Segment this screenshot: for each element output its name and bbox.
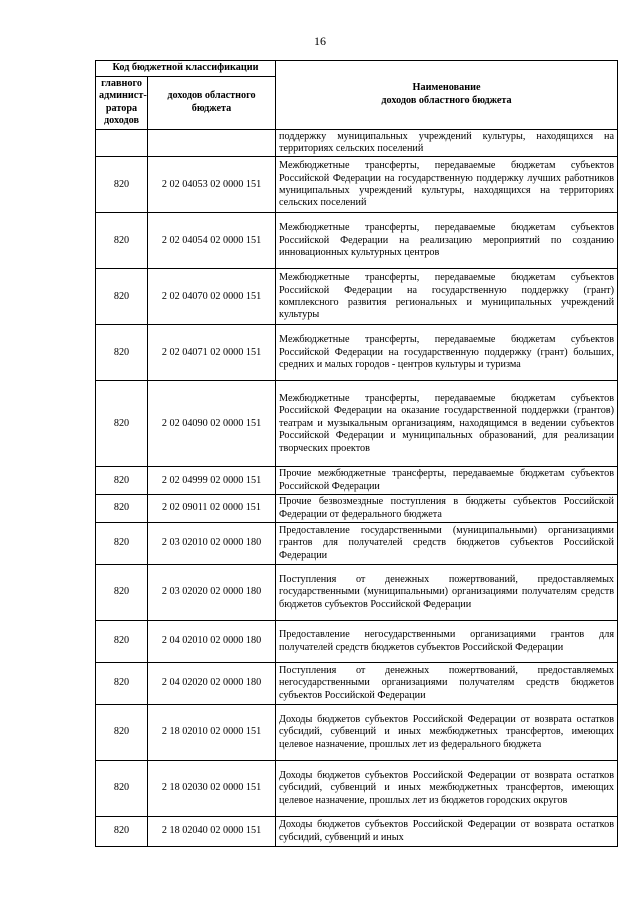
income-name-cell: Межбюджетные трансферты, передаваемые бюджетам субъектов Российской Федерации на реализацию мероприятий по созданию инновационных культурных центров — [276, 213, 618, 269]
table-row — [96, 381, 618, 467]
income-code-cell: 2 02 04071 02 0000 151 — [148, 325, 276, 381]
table-row — [96, 467, 618, 495]
admin-code-cell: 820 — [96, 269, 148, 325]
income-name-cell: Прочие безвозмездные поступления в бюджеты субъектов Российской Федерации от федерального бюджета — [276, 495, 618, 523]
admin-code-cell — [96, 129, 148, 157]
budget-classification-table — [95, 60, 618, 847]
table-row — [96, 213, 618, 269]
header-name-line: доходов областного бюджета — [381, 94, 512, 106]
income-code-cell: 2 18 02030 02 0000 151 — [148, 761, 276, 817]
header-income-line: доходов областного — [167, 90, 256, 102]
income-name-cell: Доходы бюджетов субъектов Российской Федерации от возврата остатков субсидий, субвенций и иных — [276, 817, 618, 847]
admin-code-cell: 820 — [96, 705, 148, 761]
admin-code-cell: 820 — [96, 565, 148, 621]
header-income — [148, 77, 276, 130]
income-code-cell: 2 18 02010 02 0000 151 — [148, 705, 276, 761]
admin-code-cell: 820 — [96, 621, 148, 663]
admin-code-cell: 820 — [96, 663, 148, 705]
admin-code-cell: 820 — [96, 467, 148, 495]
income-code-cell: 2 02 04090 02 0000 151 — [148, 381, 276, 467]
admin-code-cell: 820 — [96, 325, 148, 381]
income-name-cell: поддержку муниципальных учреждений культуры, находящихся на территориях сельских поселений — [276, 129, 618, 157]
income-name-cell: Доходы бюджетов субъектов Российской Федерации от возврата остатков субсидий, субвенций и иных межбюджетных трансфертов, имеющих целевое назначение, прошлых лет из федерального бюджета — [276, 705, 618, 761]
table-row — [96, 621, 618, 663]
income-code-cell: 2 04 02020 02 0000 180 — [148, 663, 276, 705]
header-admin-line: главного — [101, 78, 142, 89]
income-name-cell: Предоставление государственными (муниципальными) организациями грантов для получателей средств бюджетов субъектов Российской Федерации — [276, 523, 618, 565]
table-row — [96, 705, 618, 761]
admin-code-cell: 820 — [96, 381, 148, 467]
admin-code-cell: 820 — [96, 213, 148, 269]
income-code-cell — [148, 129, 276, 157]
admin-code-cell: 820 — [96, 761, 148, 817]
income-code-cell: 2 02 04053 02 0000 151 — [148, 157, 276, 213]
header-admin — [96, 77, 148, 130]
table-row — [96, 817, 618, 847]
income-code-cell: 2 02 04054 02 0000 151 — [148, 213, 276, 269]
income-code-cell: 2 02 04070 02 0000 151 — [148, 269, 276, 325]
admin-code-cell: 820 — [96, 523, 148, 565]
page-number: 16 — [314, 34, 326, 48]
header-admin-line: доходов — [104, 115, 139, 127]
table-row — [96, 157, 618, 213]
income-code-cell: 2 18 02040 02 0000 151 — [148, 817, 276, 847]
income-code-cell: 2 03 02020 02 0000 180 — [148, 565, 276, 621]
income-name-cell: Прочие межбюджетные трансферты, передаваемые бюджетам субъектов Российской Федерации — [276, 467, 618, 495]
income-name-cell: Межбюджетные трансферты, передаваемые бюджетам субъектов Российской Федерации на государственную поддержку (грант) комплексного развития региональных и муниципальных учреждений культуры — [276, 269, 618, 325]
header-income-line: бюджета — [191, 102, 232, 114]
income-name-cell: Поступления от денежных пожертвований, предоставляемых государственными (муниципальными) организациями получателям средств бюджетов субъектов Российской Федерации — [276, 565, 618, 621]
header-admin-line: админист- — [99, 90, 147, 102]
table-row — [96, 565, 618, 621]
income-name-cell: Межбюджетные трансферты, передаваемые бюджетам субъектов Российской Федерации на государственную поддержку лучших работников муниципальных учреждений культуры, находящихся на территориях сельских поселений — [276, 157, 618, 213]
income-name-cell: Поступления от денежных пожертвований, предоставляемых негосударственными организациями получателям средств бюджетов субъектов Российской Федерации — [276, 663, 618, 705]
income-name-cell: Доходы бюджетов субъектов Российской Федерации от возврата остатков субсидий, субвенций и иных межбюджетных трансфертов, имеющих целевое назначение, прошлых лет из бюджетов городских округов — [276, 761, 618, 817]
table-row — [96, 523, 618, 565]
table-body — [96, 129, 618, 846]
income-name-cell: Предоставление негосударственными организациями грантов для получателей средств бюджетов субъектов Российской Федерации — [276, 621, 618, 663]
header-name — [276, 61, 618, 130]
header-name-line: Наименование — [412, 82, 481, 94]
income-code-cell: 2 02 04999 02 0000 151 — [148, 467, 276, 495]
admin-code-cell: 820 — [96, 157, 148, 213]
table-row — [96, 269, 618, 325]
income-name-cell: Межбюджетные трансферты, передаваемые бюджетам субъектов Российской Федерации на оказание государственной поддержки (грантов) театрам и музыкальным организациям, находящимся в ведении субъектов Российской Федерации и муниципальных образований, для реализации творческих проектов — [276, 381, 618, 467]
table-row — [96, 325, 618, 381]
table-row — [96, 663, 618, 705]
income-code-cell: 2 03 02010 02 0000 180 — [148, 523, 276, 565]
table-row — [96, 761, 618, 817]
admin-code-cell: 820 — [96, 495, 148, 523]
income-code-cell: 2 02 09011 02 0000 151 — [148, 495, 276, 523]
header-group: Код бюджетной классификации — [96, 61, 276, 77]
table-row — [96, 495, 618, 523]
table-row — [96, 129, 618, 157]
admin-code-cell: 820 — [96, 817, 148, 847]
header-admin-line: ратора — [105, 102, 138, 114]
income-code-cell: 2 04 02010 02 0000 180 — [148, 621, 276, 663]
income-name-cell: Межбюджетные трансферты, передаваемые бюджетам субъектов Российской Федерации на государственную поддержку (грант) больших, средних и малых городов - центров культуры и туризма — [276, 325, 618, 381]
